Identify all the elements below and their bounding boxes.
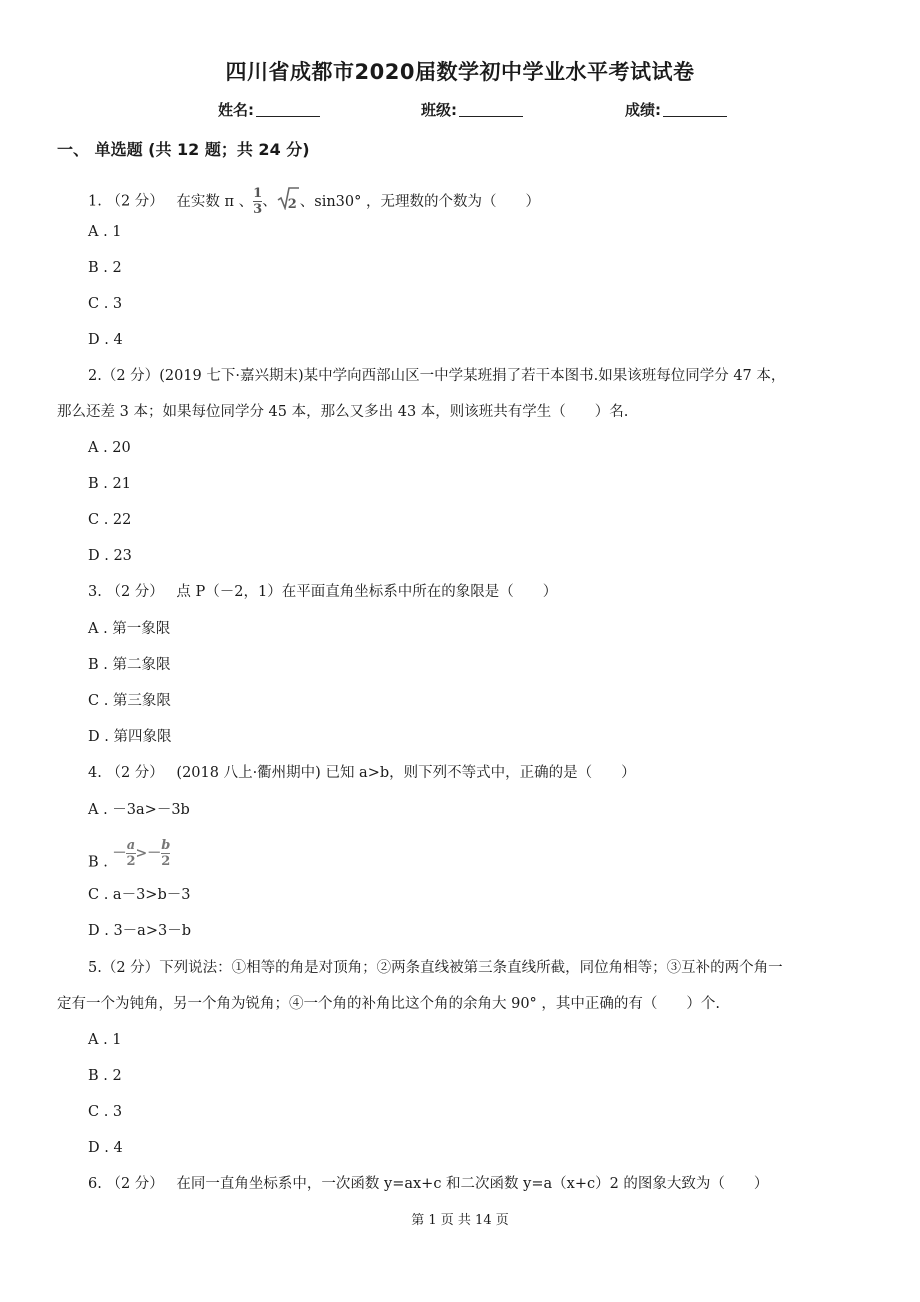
student-info-row [0,99,920,121]
question-1: 1. （2 分） 在实数 π 、$\frac{1}{3}$、 2 、sin30° ，无理数的个数为（ ） [88,186,540,217]
q3-text: 点 P（－2，1）在平面直角坐标系中所在的象限是（ ） [176,584,558,600]
score-field[interactable] [625,99,727,120]
q1-text-after: 、sin30° ，无理数的个数为（ ） [299,193,540,210]
q5-option-b[interactable]: B . 2 [88,1068,122,1084]
q6-text: 在同一直角坐标系中，一次函数 y=ax+c 和二次函数 y=a（x+c）2 的图象大致为（ ） [176,1176,769,1192]
q5-option-d[interactable]: D . 4 [88,1140,123,1156]
q2-option-a[interactable]: A . 20 [88,440,131,456]
q1-text-before: 在实数 π 、 [176,193,254,210]
q4-points: （2 分） [106,765,164,781]
q4-text: (2018 八上·衢州期中) 已知 a>b，则下列不等式中，正确的是（ ） [176,765,636,781]
q5-text-line2: 定有一个为钝角，另一个角为锐角；④一个角的补角比这个角的余角大 90° ，其中正确的有（ ）个. [57,996,721,1012]
q2-number: 2. [88,368,102,384]
class-field[interactable] [421,99,523,120]
q6-number: 6. [88,1176,102,1192]
q4-number: 4. [88,765,102,781]
class-blank[interactable] [459,100,523,117]
fraction-num: 1 [253,186,263,201]
q2-option-c[interactable]: C . 22 [88,512,132,528]
q4-option-d[interactable]: D . 3－a>3－b [88,923,191,939]
q3-option-d[interactable]: D . 第四象限 [88,729,172,745]
class-label: 班级: [421,101,457,119]
q4-option-b[interactable] [88,838,171,877]
q3-number: 3. [88,584,102,600]
name-label: 姓名: [218,101,254,119]
q1-option-a[interactable]: A . 1 [88,224,122,240]
q2-text-line2: 那么还差 3 本；如果每位同学分 45 本，那么又多出 43 本，则该班共有学生（ ）名. [57,404,629,420]
name-field[interactable] [218,99,320,120]
q4-option-a[interactable]: A . －3a>－3b [88,802,190,818]
frac-a-over-2 [126,839,135,868]
q1-points: （2 分） [106,193,164,210]
q5-points: （2 分） [101,960,160,976]
q4-option-b-expression: $-\frac{a}{2}>-\frac{b}{2}$ [112,838,171,869]
q5-option-a[interactable]: A . 1 [88,1032,122,1048]
sqrt-arg: 2 [287,197,297,212]
q2-option-b[interactable]: B . 21 [88,476,131,492]
q3-option-b[interactable]: B . 第二象限 [88,657,171,673]
q1-option-d[interactable]: D . 4 [88,332,123,348]
q4-option-c[interactable]: C . a－3>b－3 [88,887,191,903]
frac-b: b [161,838,171,853]
q5-option-c[interactable]: C . 3 [88,1104,123,1120]
q5-number: 5. [88,960,102,976]
score-label: 成绩: [625,101,661,119]
q2-option-d[interactable]: D . 23 [88,548,132,564]
frac-a: a [126,838,136,853]
q2-text-line1: (2019 七下·嘉兴期末)某中学向西部山区一中学某班捐了若干本图书.如果该班每位同学分 47 本， [159,368,786,384]
q3-option-a[interactable]: A . 第一象限 [88,621,171,637]
q5-text-line1: 下列说法：①相等的角是对顶角；②两条直线被第三条直线所截，同位角相等；③互补的两个角一 [159,960,783,976]
question-5-line-1 [88,958,783,978]
q1-option-b[interactable]: B . 2 [88,260,122,276]
question-3 [88,582,557,602]
frac-a-den: 2 [126,854,136,869]
name-blank[interactable] [256,100,320,117]
score-blank[interactable] [663,100,727,117]
question-2-line-1 [88,366,785,386]
q6-points: （2 分） [106,1176,164,1192]
fraction-one-third [253,187,262,216]
q3-points: （2 分） [106,584,164,600]
question-6 [88,1174,768,1194]
frac-b-over-2 [161,839,170,868]
section-heading: 一、 单选题 (共 12 题；共 24 分) [57,140,310,159]
question-4 [88,763,636,783]
q2-points: （2 分） [101,368,160,384]
page-footer: 第 1 页 共 14 页 [411,1213,509,1228]
q3-option-c[interactable]: C . 第三象限 [88,693,171,709]
fraction-den: 3 [253,202,263,217]
q4-option-b-label: B . [88,854,108,871]
frac-b-den: 2 [161,854,171,869]
exam-title: 四川省成都市2020届数学初中学业水平考试试卷 [225,60,695,84]
q1-number: 1. [88,193,102,210]
q1-option-c[interactable]: C . 3 [88,296,123,312]
